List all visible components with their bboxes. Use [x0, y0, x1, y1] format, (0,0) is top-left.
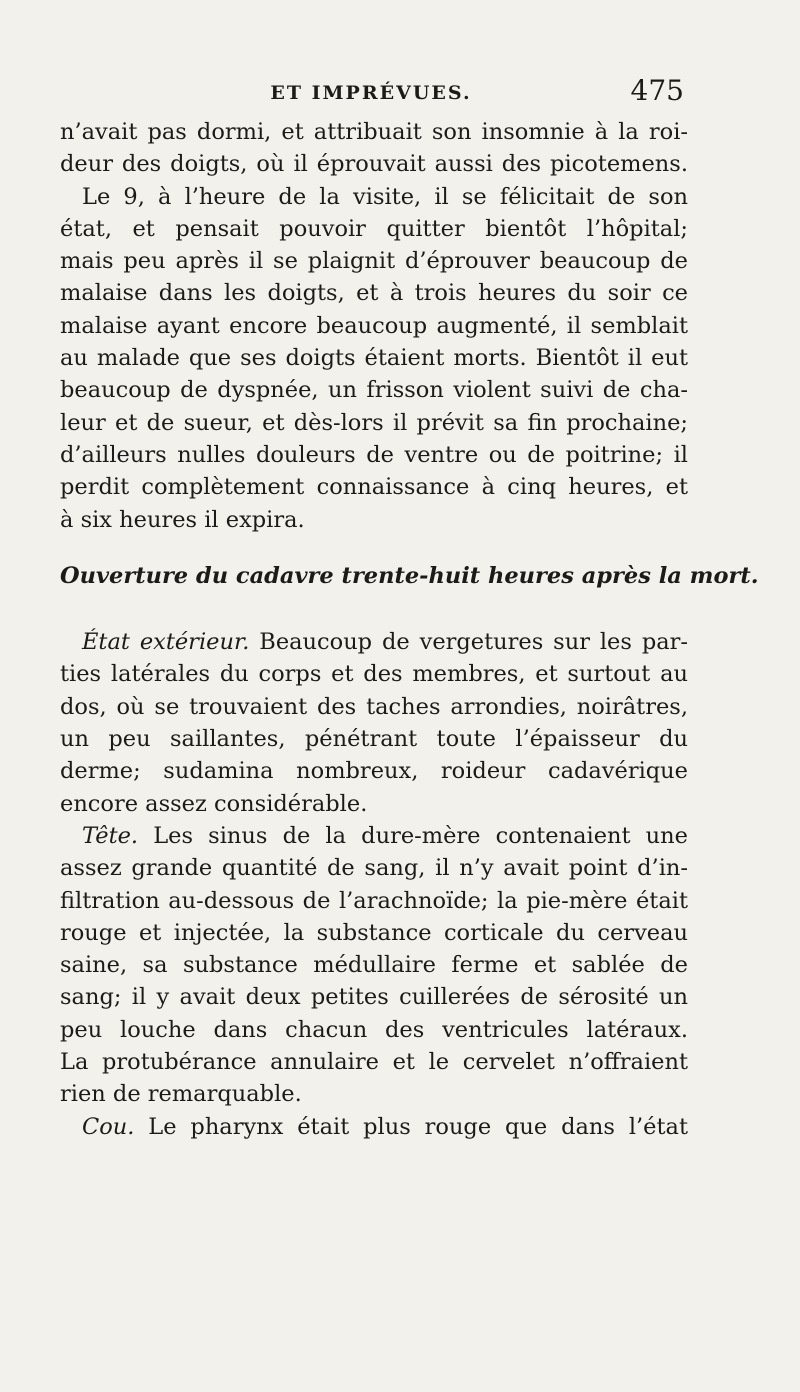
- text-line: saine, sa substance médullaire ferme et sablée de: [60, 952, 688, 979]
- text-line: Le 9, à l’heure de la visite, il se félicitait de son: [82, 183, 688, 210]
- text-line: sang; il y avait deux petites cuillerées de sérosité un: [60, 984, 688, 1011]
- text-line: [60, 1111, 688, 1143]
- text-line: à six heures il expira.: [60, 506, 305, 533]
- text-line: au malade que ses doigts étaient morts. Bientôt il eut: [60, 345, 688, 372]
- paragraph-lead: Cou.: [82, 1113, 135, 1140]
- text-line: ties latérales du corps et des membres, et surtout au: [60, 661, 688, 688]
- text-line: derme; sudamina nombreux, roideur cadavérique: [60, 758, 688, 785]
- text-line: [60, 626, 688, 658]
- text-line: un peu saillantes, pénétrant toute l’épaisseur du: [60, 726, 688, 753]
- paragraph-tete: [60, 820, 688, 1111]
- text-line: rien de remarquable.: [60, 1081, 302, 1108]
- text-line: La protubérance annulaire et le cervelet n’offraient: [60, 1049, 688, 1076]
- paragraph-cou: [60, 1111, 688, 1143]
- line-text: Beaucoup de vergetures sur les par-: [249, 629, 688, 656]
- text-line: rouge et injectée, la substance corticale du cerveau: [60, 919, 688, 946]
- running-title: ET IMPRÉVUES.: [270, 82, 472, 104]
- paragraph-etat-exterieur: [60, 626, 688, 820]
- text-line: [60, 820, 688, 852]
- text-line: d’ailleurs nulles douleurs de ventre ou de poitrine; il: [60, 441, 688, 468]
- text-line: dos, où se trouvaient des taches arrondies, noirâtres,: [60, 693, 688, 720]
- body-text: [60, 116, 759, 1143]
- text-line: état, et pensait pouvoir quitter bientôt l’hôpital;: [60, 215, 688, 242]
- text-line: filtration au-dessous de l’arachnoïde; la pie-mère était: [60, 887, 688, 914]
- text-line: leur et de sueur, et dès-lors il prévit sa fin prochaine;: [60, 409, 688, 436]
- text-line: peu louche dans chacun des ventricules latéraux.: [60, 1016, 688, 1043]
- paragraph-case-history: [60, 116, 688, 536]
- text-line: deur des doigts, où il éprouvait aussi des picotemens.: [60, 151, 688, 178]
- text-line: perdit complètement connaissance à cinq heures, et: [60, 474, 688, 501]
- text-line: malaise dans les doigts, et à trois heures du soir ce: [60, 280, 688, 307]
- page-number: 475: [630, 74, 684, 107]
- line-text: Les sinus de la dure-mère contenaient une: [138, 822, 688, 849]
- line-text: Le pharynx était plus rouge que dans l’état: [134, 1113, 688, 1140]
- section-heading: Ouverture du cadavre trente-huit heures après la mort.: [60, 562, 759, 589]
- paragraph-lead: État extérieur.: [82, 629, 250, 656]
- text-line: encore assez considérable.: [60, 790, 368, 817]
- text-line: mais peu après il se plaignit d’éprouver beaucoup de: [60, 248, 688, 275]
- text-line: n’avait pas dormi, et attribuait son insomnie à la roi-: [60, 119, 688, 145]
- paragraph-lead: Tête.: [82, 822, 139, 849]
- running-head: [58, 76, 684, 112]
- text-line: malaise ayant encore beaucoup augmenté, il semblait: [60, 312, 688, 339]
- text-line: assez grande quantité de sang, il n’y avait point d’in-: [60, 855, 688, 882]
- text-line: beaucoup de dyspnée, un frisson violent suivi de cha-: [60, 377, 688, 404]
